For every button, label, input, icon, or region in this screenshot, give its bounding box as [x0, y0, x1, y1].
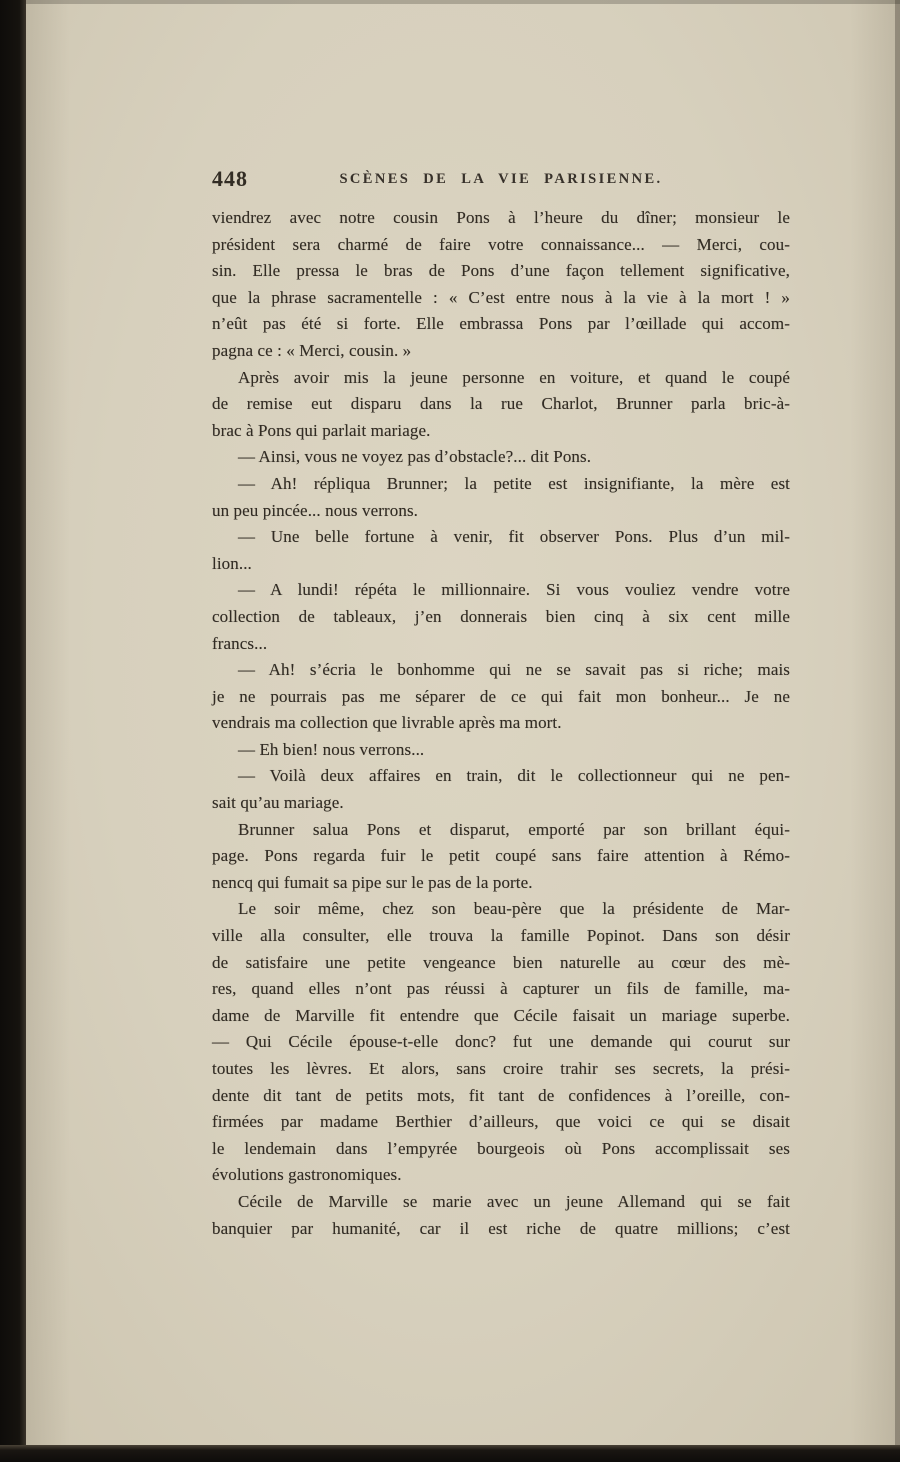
- text-line: — Ainsi, vous ne voyez pas d’obstacle?... dit Pons.: [238, 447, 592, 467]
- text-line: viendrez avec notre cousin Pons à l’heure du dîner; monsieur le: [212, 208, 790, 227]
- text-line: évolutions gastronomiques.: [212, 1165, 402, 1185]
- paragraph: [212, 896, 790, 1189]
- text-line: page. Pons regarda fuir le petit coupé sans faire attention à Rémo-: [212, 846, 790, 866]
- paragraph: [212, 365, 790, 445]
- text-line: Cécile de Marville se marie avec un jeune Allemand qui se fait: [238, 1191, 790, 1211]
- text-block: [212, 166, 790, 1242]
- text-line: ville alla consulter, elle trouva la famille Popinot. Dans son désir: [212, 926, 790, 946]
- text-line: Après avoir mis la jeune personne en voiture, et quand le coupé: [238, 367, 790, 387]
- paragraph: [212, 737, 790, 764]
- text-line: dente dit tant de petits mots, fit tant de confidences à l’oreille, con-: [212, 1085, 790, 1105]
- text-line: le lendemain dans l’empyrée bourgeois où Pons accomplissait ses: [212, 1138, 790, 1158]
- text-line: — Qui Cécile épouse-t-elle donc? fut une demande qui courut sur: [212, 1032, 790, 1052]
- text-line: francs...: [212, 633, 268, 653]
- paragraph: [212, 205, 790, 365]
- running-title: SCÈNES DE LA VIE PARISIENNE.: [339, 171, 663, 187]
- page-header: [212, 166, 790, 198]
- scan-edge-bottom: [0, 1445, 900, 1462]
- text-line: — Ah! s’écria le bonhomme qui ne se savait pas si riche; mais: [238, 660, 790, 680]
- scan-edge-right: [895, 0, 900, 1462]
- text-line: sait qu’au mariage.: [212, 793, 344, 813]
- text-line: sin. Elle pressa le bras de Pons d’une façon tellement significative,: [212, 261, 790, 281]
- text-line: — Eh bien! nous verrons...: [238, 739, 425, 759]
- text-line: firmées par madame Berthier d’ailleurs, que voici ce qui se disait: [212, 1112, 790, 1132]
- text-line: — Voilà deux affaires en train, dit le collectionneur qui ne pen-: [238, 766, 790, 786]
- text-line: Brunner salua Pons et disparut, emporté par son brillant équi-: [238, 819, 790, 839]
- paragraph: [212, 577, 790, 657]
- scan-edge-left: [0, 0, 26, 1462]
- text-line: — Une belle fortune à venir, fit observer Pons. Plus d’un mil-: [238, 527, 790, 547]
- text-line: n’eût pas été si forte. Elle embrassa Pons par l’œillade qui accom-: [212, 314, 790, 334]
- text-line: res, quand elles n’ont pas réussi à capturer un fils de famille, ma-: [212, 979, 790, 999]
- paragraph: [212, 657, 790, 737]
- text-line: de satisfaire une petite vengeance bien naturelle au cœur des mè-: [212, 952, 790, 972]
- paragraph: [212, 444, 790, 471]
- paragraph: [212, 1189, 790, 1242]
- text-line: un peu pincée... nous verrons.: [212, 500, 419, 520]
- text-line: brac à Pons qui parlait mariage.: [212, 420, 431, 440]
- text-line: nencq qui fumait sa pipe sur le pas de la porte.: [212, 872, 533, 892]
- text-line: dame de Marville fit entendre que Cécile faisait un mariage superbe.: [212, 1005, 790, 1025]
- text-line: président sera charmé de faire votre connaissance... — Merci, cou-: [212, 234, 790, 254]
- text-line: que la phrase sacramentelle : « C’est entre nous à la vie à la mort ! »: [212, 287, 790, 307]
- text-line: je ne pourrais pas me séparer de ce qui fait mon bonheur... Je ne: [212, 686, 790, 706]
- page-number: 448: [212, 166, 248, 191]
- text-line: vendrais ma collection que livrable après ma mort.: [212, 713, 562, 733]
- paragraph: [212, 524, 790, 577]
- text-line: — Ah! répliqua Brunner; la petite est insignifiante, la mère est: [238, 473, 790, 493]
- text-line: pagna ce : « Merci, cousin. »: [212, 340, 412, 360]
- text-line: lion...: [212, 553, 252, 573]
- paragraph: [212, 763, 790, 816]
- text-line: banquier par humanité, car il est riche de quatre millions; c’est: [212, 1218, 790, 1238]
- scan-edge-top: [0, 0, 900, 4]
- text-line: collection de tableaux, j’en donnerais bien cinq à six cent mille: [212, 606, 790, 626]
- text-line: de remise eut disparu dans la rue Charlot, Brunner parla bric-à-: [212, 394, 790, 414]
- paragraph: [212, 817, 790, 897]
- text-line: — A lundi! répéta le millionnaire. Si vous vouliez vendre votre: [238, 580, 790, 600]
- paragraph: [212, 471, 790, 524]
- text-line: toutes les lèvres. Et alors, sans croire trahir ses secrets, la prési-: [212, 1059, 790, 1078]
- text-line: Le soir même, chez son beau-père que la présidente de Mar-: [238, 899, 790, 919]
